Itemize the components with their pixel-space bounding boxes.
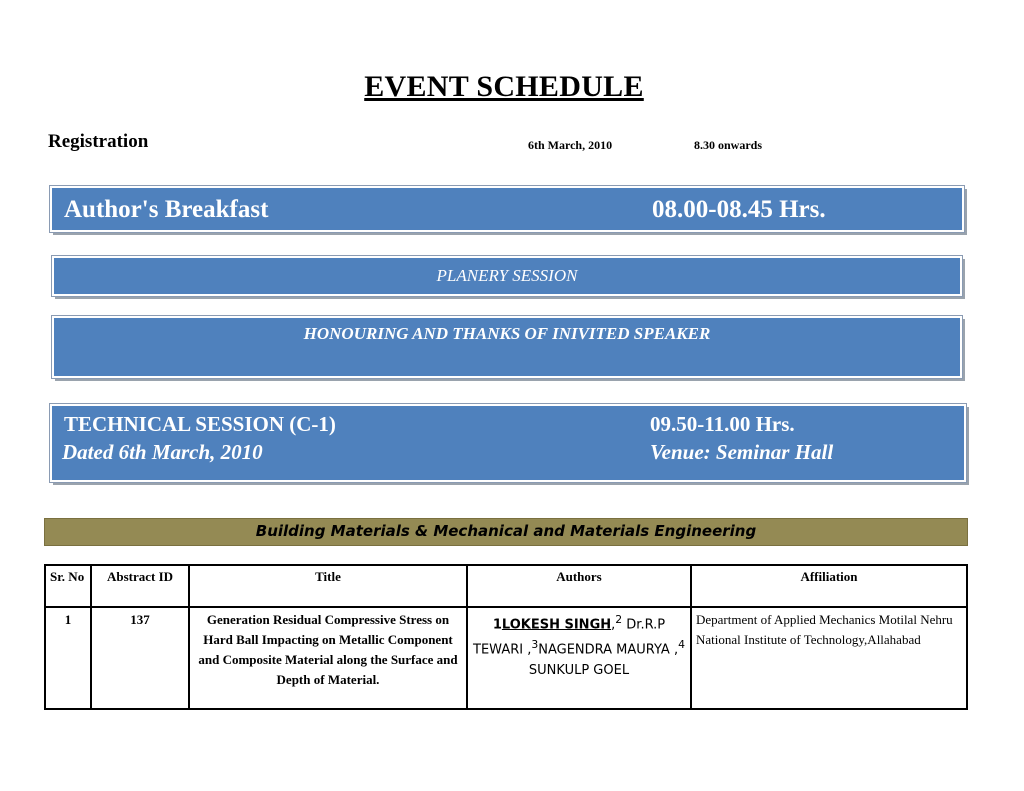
cell-authors: 1LOKESH SINGH,$^2$ Dr.R.P TEWARI ,$^3$NAGENDRA MAURYA ,$^4$ SUNKULP GOEL <box>467 607 691 709</box>
track-label: Building Materials & Mechanical and Materials Engineering <box>255 522 757 540</box>
cell-sr-no: 1 <box>45 607 91 709</box>
table-row <box>45 607 967 709</box>
page-title: EVENT SCHEDULE <box>364 70 644 103</box>
breakfast-label: Author's Breakfast <box>64 196 269 223</box>
author4-name: SUNKULP GOEL <box>528 662 630 678</box>
author3-sup: 3 <box>531 638 539 652</box>
author4-sup: 4 <box>678 638 685 652</box>
technical-session-title: TECHNICAL SESSION (C-1) <box>64 412 336 436</box>
author1-number: 1 <box>492 617 502 633</box>
track-banner <box>44 518 968 546</box>
author1-name: LOKESH SINGH <box>501 617 612 633</box>
table-header-row <box>45 565 967 607</box>
registration-date: 6th March, 2010 <box>528 138 613 152</box>
breakfast-banner <box>50 186 964 232</box>
header-abstract-id: Abstract ID <box>91 565 189 607</box>
technical-session-banner <box>50 404 966 482</box>
technical-session-date: Dated 6th March, 2010 <box>62 440 263 464</box>
technical-session-venue: Venue: Seminar Hall <box>650 440 834 464</box>
plenary-banner <box>52 256 962 296</box>
header-affiliation: Affiliation <box>691 565 967 607</box>
cell-title: Generation Residual Compressive Stress on Hard Ball Impacting on Metallic Component and Composite Material along the Surface and Depth of Material. <box>189 607 467 709</box>
registration-label: Registration <box>48 131 149 152</box>
header-sr-no: Sr. No <box>45 565 91 607</box>
registration-time: 8.30 onwards <box>694 138 763 152</box>
author2-name: Dr.R.P TEWARI <box>473 617 666 658</box>
honouring-label: HONOURING AND THANKS OF INIVITED SPEAKER <box>303 324 711 343</box>
author3-name: NAGENDRA MAURYA <box>538 642 670 658</box>
header-title: Title <box>189 565 467 607</box>
technical-session-time: 09.50-11.00 Hrs. <box>650 412 795 436</box>
cell-affiliation: Department of Applied Mechanics Motilal Nehru National Institute of Technology,Allahabad <box>691 607 967 709</box>
breakfast-time: 08.00-08.45 Hrs. <box>652 196 826 223</box>
header-authors: Authors <box>467 565 691 607</box>
plenary-label: PLANERY SESSION <box>436 266 578 285</box>
author2-sup: 2 <box>615 613 623 626</box>
cell-abstract-id: 137 <box>91 607 189 709</box>
honouring-banner <box>52 316 962 378</box>
schedule-table <box>44 564 968 710</box>
